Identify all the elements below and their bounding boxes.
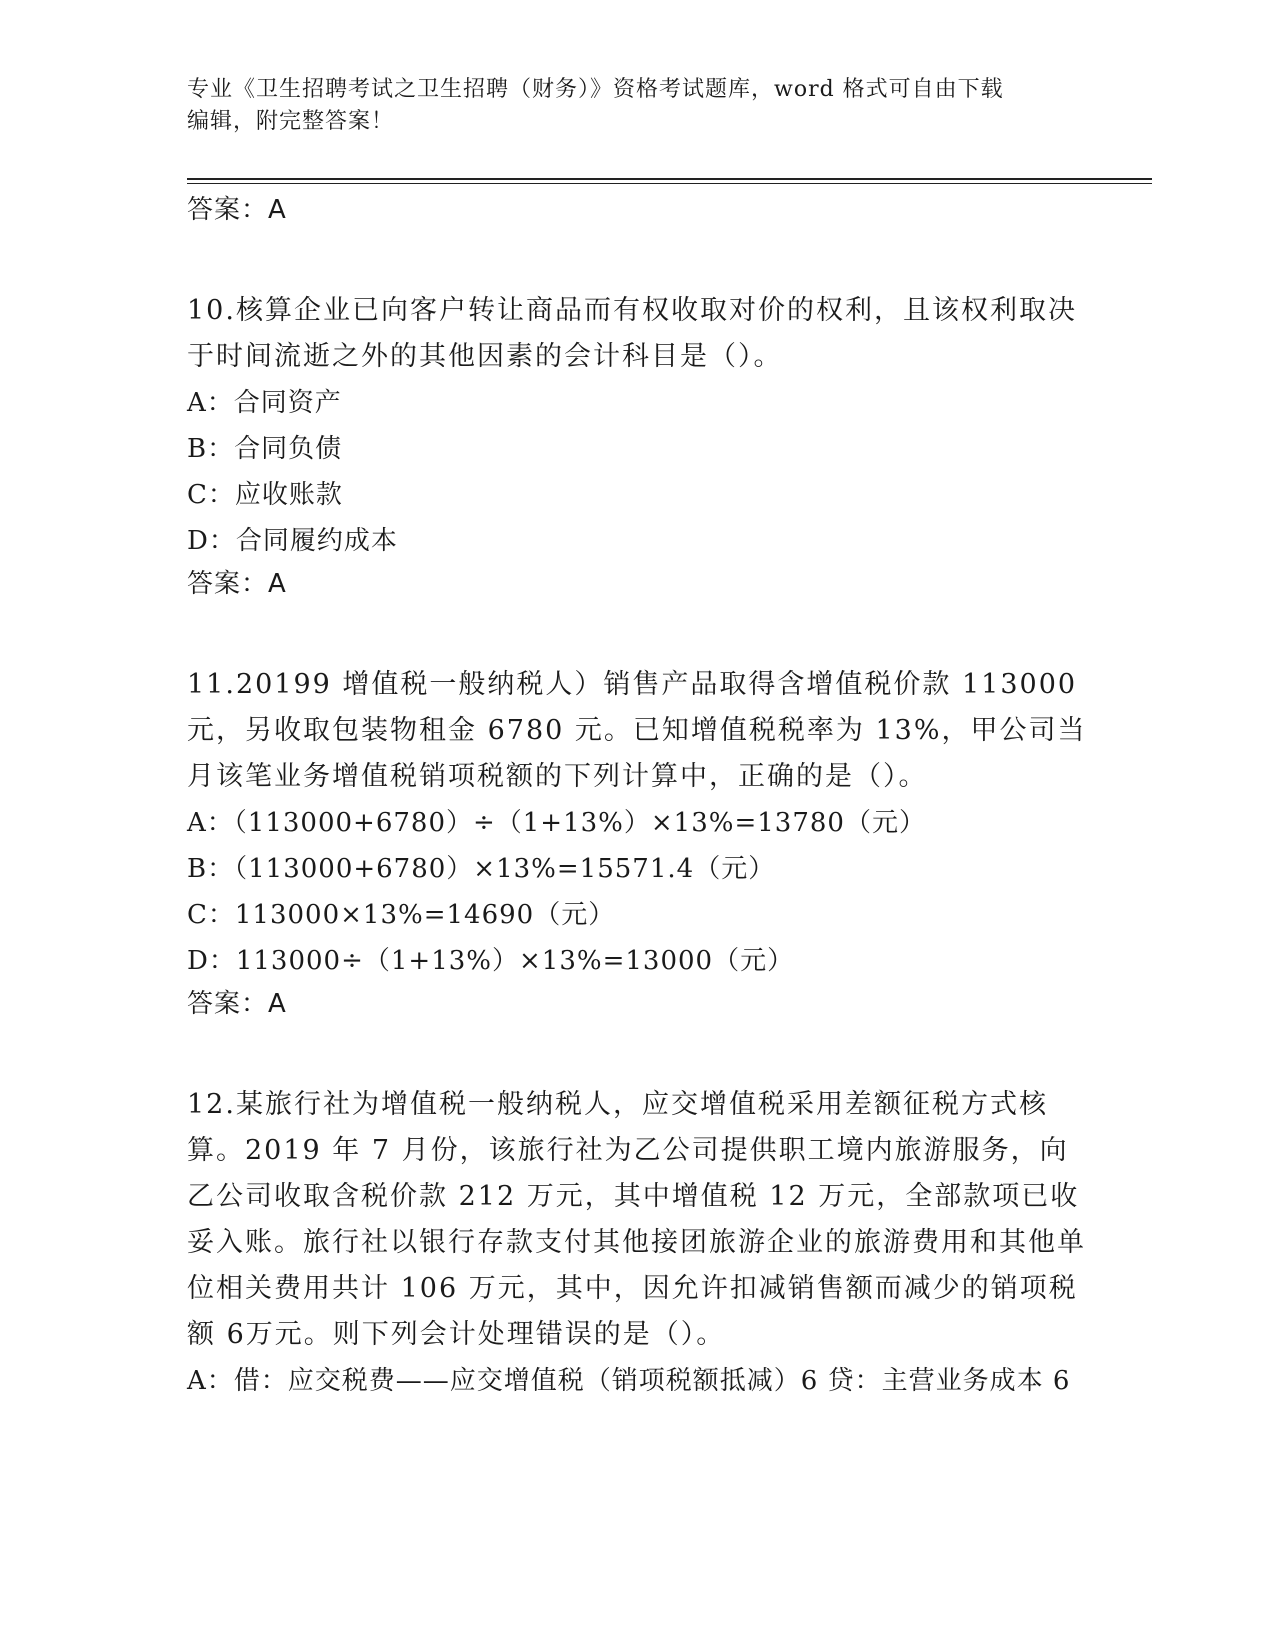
header-rule-thin: [187, 183, 1152, 184]
header-rule-thick: [187, 178, 1152, 180]
option-b: B：（113000+6780）×13%=15571.4（元）: [187, 854, 776, 884]
option-b: B：合同负债: [187, 434, 343, 464]
question-11: [187, 662, 1087, 1024]
option-d: D：113000÷（1+13%）×13%=13000（元）: [187, 946, 795, 976]
option-c: C：113000×13%=14690（元）: [187, 900, 616, 930]
option-a: A：（113000+6780）÷（1+13%）×13%=13780（元）: [187, 808, 926, 838]
header-line-2: 编辑，附完整答案！: [187, 109, 395, 134]
question-10: [187, 288, 1087, 604]
question-stem: 10.核算企业已向客户转让商品而有权收取对价的权利，且该权利取决于时间流逝之外的其他因素的会计科目是（）。: [187, 295, 1077, 372]
question-stem: 11.20199 增值税一般纳税人）销售产品取得含增值税价款 113000 元，另收取包装物租金 6780 元。已知增值税税率为 13%，甲公司当月该笔业务增值税销项税额的下列计算中，正确的是（）。: [187, 669, 1087, 792]
question-stem: 12.某旅行社为增值税一般纳税人，应交增值税采用差额征税方式核算。2019 年 7 月份，该旅行社为乙公司提供职工境内旅游服务，向乙公司收取含税价款 212 万元，其中增值税 12 万元，全部款项已收妥入账。旅行社以银行存款支付其他接团旅游企业的旅游费用和其他单位相关费用共计 106 万元，其中，因允许扣减销售额而减少的销项税额 6万元。则下列会计处理错误的是（）。: [187, 1089, 1086, 1350]
option-d: D：合同履约成本: [187, 526, 398, 556]
question-12: [187, 1082, 1087, 1404]
document-body: [187, 190, 1087, 1404]
answer-line: 答案：A: [187, 989, 287, 1019]
option-a: A：合同资产: [187, 388, 342, 418]
header-line-1: 专业《卫生招聘考试之卫生招聘（财务）》资格考试题库，word 格式可自由下载: [187, 77, 1004, 102]
answer-line: 答案：A: [187, 569, 287, 599]
document-header: [187, 74, 1087, 138]
option-c: C：应收账款: [187, 480, 343, 510]
option-a: A：借：应交税费——应交增值税（销项税额抵减）6 贷：主营业务成本 6: [187, 1366, 1071, 1396]
answer-line: 答案：A: [187, 195, 287, 225]
